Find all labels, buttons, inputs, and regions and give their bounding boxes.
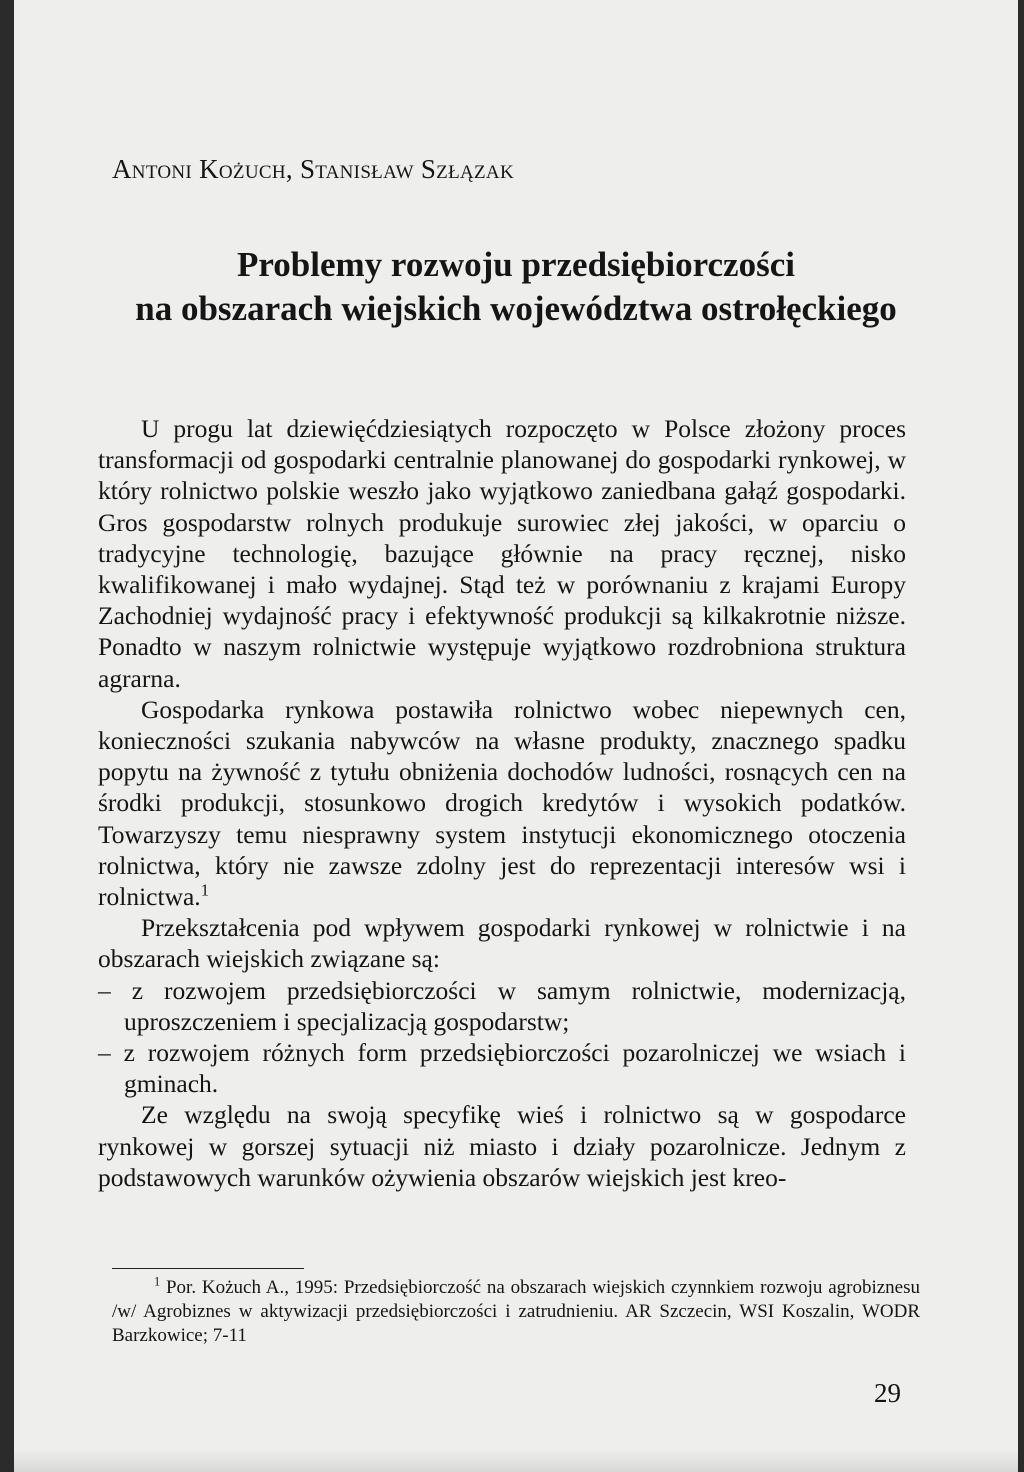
footnote-reference: 1 <box>200 880 209 900</box>
page-edge-shadow <box>14 1450 1018 1472</box>
footnote-marker: 1 <box>154 1274 161 1289</box>
title-line-1: Problemy rozwoju przedsiębiorczości <box>237 245 795 284</box>
list-item-1: – z rozwojem przedsiębiorczości w samym rolnictwie, modernizacją, uproszczeniem i specjalizacją gospodarstw; <box>98 975 906 1036</box>
list-item-2: – z rozwojem różnych form przedsiębiorczości pozarolniczej we wsiach i gminach. <box>98 1038 906 1099</box>
article-title <box>98 243 934 331</box>
footnote <box>112 1276 920 1348</box>
article-body <box>98 413 906 1193</box>
paragraph-3: Przekształcenia pod wpływem gospodarki rynkowej w rolnictwie i na obszarach wiejskich związane są: <box>98 913 906 974</box>
page-number: 29 <box>874 1378 901 1408</box>
paragraph-4: Ze względu na swoją specyfikę wieś i rolnictwo są w gospodarce rynkowej w gorszej sytuacji niż miasto i działy pozarolnicze. Jednym z podstawowych warunków ożywienia obszarów wiejskich jest kreo- <box>98 1100 906 1192</box>
paragraph-1: U progu lat dziewięćdziesiątych rozpoczęto w Polsce złożony proces transformacji od gospodarki centralnie planowanej do gospodarki rynkowej, w który rolnictwo polskie weszło jako wyjątkowo zaniedbana gałąź gospodarki. Gros gospodarstw rolnych produkuje surowiec złej jakości, w oparciu o tradycyjne technologię, bazujące głównie na pracy ręcznej, nisko kwalifikowanej i mało wydajnej. Stąd też w porównaniu z krajami Europy Zachodniej wydajność pracy i efektywność produkcji są kilkakrotnie niższe. Ponadto w naszym rolnictwie występuje wyjątkowo rozdrobniona struktura agrarna. <box>98 414 906 693</box>
paragraph-2 <box>98 694 906 912</box>
title-line-2: na obszarach wiejskich województwa ostrołęckiego <box>135 289 897 328</box>
footnote-1 <box>112 1276 920 1348</box>
authors-line: Antoni Kożuch, Stanisław Szłązak <box>112 154 514 184</box>
footnote-text: Por. Kożuch A., 1995: Przedsiębiorczość na obszarach wiejskich czynnkiem rozwoju agrobiznesu /w/ Agrobiznes w aktywizacji przedsiębiorczości i zatrudnieniu. AR Szczecin, WSI Koszalin, WODR Barzkowice; 7-11 <box>112 1277 921 1346</box>
footnote-divider <box>112 1268 304 1269</box>
book-page <box>14 0 1018 1472</box>
paragraph-2-text: Gospodarka rynkowa postawiła rolnictwo wobec niepewnych cen, konieczności szukania nabywców na własne produkty, znacznego spadku popytu na żywność z tytułu obniżenia dochodów ludności, rosnących cen na środki produkcji, stosunkowo drogich kredytów i wysokich podatków. Towarzyszy temu niesprawny system instytucji ekonomicznego otoczenia rolnictwa, który nie zawsze zdolny jest do reprezentacji interesów wsi i rolnictwa. <box>98 694 906 912</box>
